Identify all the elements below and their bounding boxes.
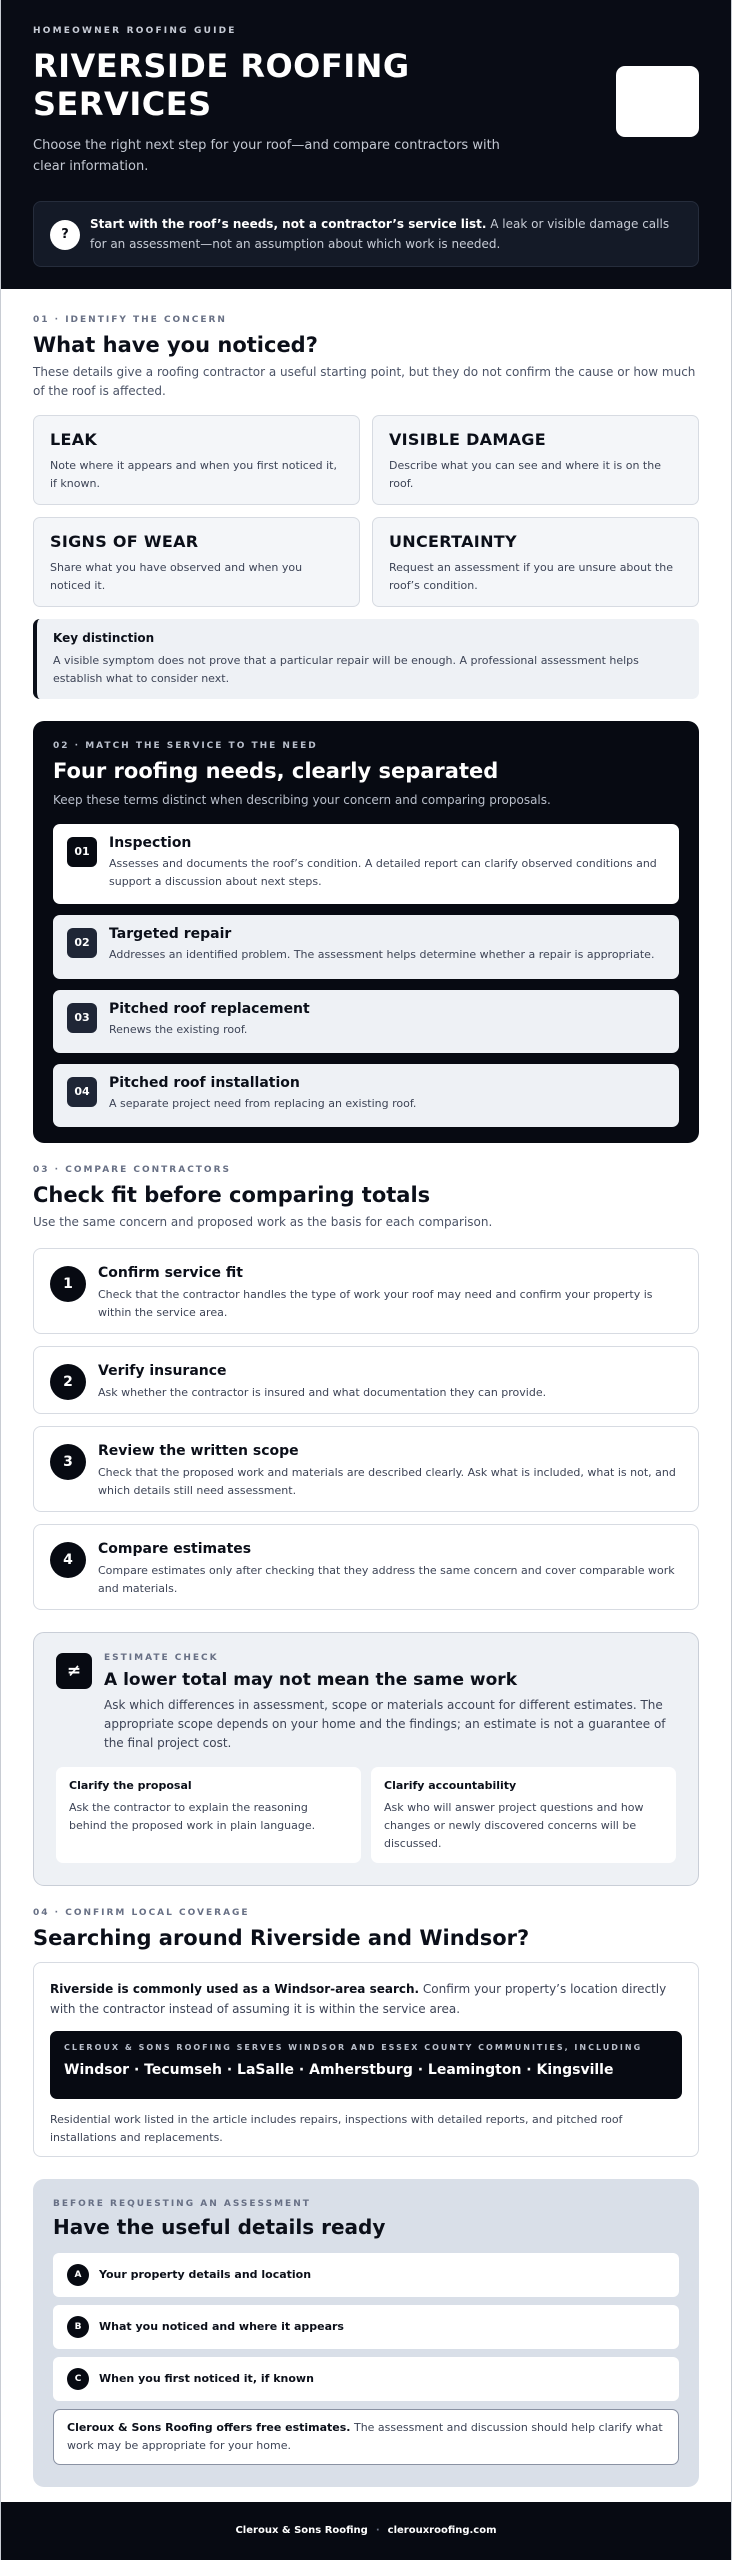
ready-item bbox=[53, 2305, 679, 2349]
ready-item-text: What you noticed and where it appears bbox=[99, 2320, 344, 2333]
footer-separator: · bbox=[375, 2525, 380, 2536]
need-title: Inspection bbox=[109, 835, 192, 851]
step-text: Ask whether the contractor is insured and what documentation they can provide. bbox=[98, 1386, 547, 1399]
free-estimates-note bbox=[53, 2409, 679, 2465]
step-title: Verify insurance bbox=[98, 1363, 227, 1379]
need-text: Addresses an identified problem. The assessment helps determine whether a repair is appropriate. bbox=[109, 948, 655, 961]
concern-card-signs-of-wear bbox=[33, 517, 360, 607]
need-number: 01 bbox=[67, 837, 97, 867]
concern-card-title: SIGNS OF WEAR bbox=[50, 532, 199, 551]
step-title: Compare estimates bbox=[98, 1541, 252, 1557]
hero-subtitle: Choose the right next step for your roof—and compare contractors with clear information. bbox=[33, 138, 500, 174]
need-text: A separate project need from replacing an existing roof. bbox=[109, 1097, 417, 1110]
estimate-card-text: Ask the contractor to explain the reasoning behind the proposed work in plain language. bbox=[69, 1801, 316, 1832]
need-number: 04 bbox=[67, 1077, 97, 1107]
concern-grid bbox=[33, 415, 699, 607]
need-item-replacement bbox=[53, 990, 679, 1053]
footer bbox=[1, 2502, 731, 2560]
step-text: Check that the contractor handles the type of work your roof may need and confirm your property is within the service area. bbox=[98, 1288, 653, 1319]
estimate-card-text: Ask who will answer project questions and how changes or newly discovered concerns will be discussed. bbox=[384, 1801, 644, 1850]
logo-placeholder bbox=[616, 66, 699, 137]
ready-item-badge: C bbox=[67, 2368, 89, 2390]
concern-card-title: VISIBLE DAMAGE bbox=[389, 430, 546, 449]
coverage-eyebrow: 04 · CONFIRM LOCAL COVERAGE bbox=[33, 1908, 250, 1918]
step-title: Review the written scope bbox=[98, 1443, 299, 1459]
ready-title: Have the useful details ready bbox=[53, 2215, 386, 2239]
hero-note-text: A leak or visible damage calls for an assessment—not an assumption about which work is needed. bbox=[90, 217, 670, 251]
need-text: Renews the existing roof. bbox=[109, 1023, 248, 1036]
ready-item bbox=[53, 2253, 679, 2297]
need-item-targeted-repair bbox=[53, 915, 679, 979]
need-number: 03 bbox=[67, 1003, 97, 1033]
footer-site-link[interactable]: clerouxroofing.com bbox=[387, 2525, 497, 2536]
hero-note-bold: Start with the roof’s needs, not a contractor’s service list. bbox=[90, 217, 487, 231]
concern-card-text: Share what you have observed and when you noticed it. bbox=[50, 561, 303, 592]
need-number: 02 bbox=[67, 928, 97, 958]
need-title: Pitched roof installation bbox=[109, 1075, 300, 1091]
concern-card-title: UNCERTAINTY bbox=[389, 532, 517, 551]
question-icon: ? bbox=[50, 220, 80, 250]
step-number: 3 bbox=[50, 1444, 86, 1480]
step-number: 2 bbox=[50, 1364, 86, 1400]
compare-section bbox=[1, 1143, 731, 1610]
hero-eyebrow: HOMEOWNER ROOFING GUIDE bbox=[33, 26, 237, 36]
ready-note-bold: Cleroux & Sons Roofing offers free estimates. bbox=[67, 2421, 351, 2434]
hero bbox=[1, 0, 731, 289]
need-item-inspection bbox=[53, 824, 679, 904]
not-equal-icon: ≠ bbox=[56, 1653, 92, 1689]
concern-card-leak bbox=[33, 415, 360, 505]
key-distinction-callout bbox=[33, 619, 699, 699]
step-verify-insurance bbox=[33, 1346, 699, 1414]
coverage-title: Searching around Riverside and Windsor? bbox=[33, 1926, 530, 1950]
service-area-box bbox=[50, 2031, 682, 2099]
coverage-lead bbox=[50, 1979, 682, 2019]
concern-card-visible-damage bbox=[372, 415, 699, 505]
ready-note-text: The assessment and discussion should help clarify what work may be appropriate for your home. bbox=[67, 2421, 663, 2452]
estimate-cards bbox=[56, 1767, 676, 1863]
need-title: Pitched roof replacement bbox=[109, 1001, 310, 1017]
estimate-card-title: Clarify accountability bbox=[384, 1779, 517, 1792]
step-confirm-service-fit bbox=[33, 1248, 699, 1334]
needs-title: Four roofing needs, clearly separated bbox=[53, 759, 499, 783]
needs-subtitle: Keep these terms distinct when describing your concern and comparing proposals. bbox=[53, 793, 551, 807]
ready-item-text: When you first noticed it, if known bbox=[99, 2372, 314, 2385]
concern-subtitle: These details give a roofing contractor a useful starting point, but they do not confirm the cause or how much of the roof is affected. bbox=[33, 365, 696, 398]
compare-title: Check fit before comparing totals bbox=[33, 1183, 431, 1207]
footer-company: Cleroux & Sons Roofing bbox=[235, 2525, 368, 2536]
page-title: RIVERSIDE ROOFING SERVICES bbox=[33, 47, 410, 123]
step-title: Confirm service fit bbox=[98, 1265, 243, 1281]
concern-card-title: LEAK bbox=[50, 430, 98, 449]
step-compare-estimates bbox=[33, 1524, 699, 1610]
estimate-card-title: Clarify the proposal bbox=[69, 1779, 192, 1792]
estimate-card-clarify-accountability bbox=[371, 1767, 676, 1863]
needs-section bbox=[33, 721, 699, 1143]
concern-card-uncertainty bbox=[372, 517, 699, 607]
step-number: 1 bbox=[50, 1266, 86, 1302]
concern-card-text: Request an assessment if you are unsure about the roof’s condition. bbox=[389, 561, 673, 592]
step-text: Compare estimates only after checking that they address the same concern and cover comparable work and materials. bbox=[98, 1564, 675, 1595]
estimate-eyebrow: ESTIMATE CHECK bbox=[104, 1653, 219, 1663]
callout-title: Key distinction bbox=[53, 631, 155, 645]
coverage-lead-bold: Riverside is commonly used as a Windsor-area search. bbox=[50, 1982, 420, 1996]
step-review-scope bbox=[33, 1426, 699, 1512]
step-text: Check that the proposed work and materials are described clearly. Ask what is included, what is not, and which details still need assessment. bbox=[98, 1466, 676, 1497]
coverage-lead-text: Confirm your property’s location directly with the contractor instead of assuming it is within the service area. bbox=[50, 1982, 667, 2016]
need-title: Targeted repair bbox=[109, 926, 232, 942]
ready-item bbox=[53, 2357, 679, 2401]
compare-subtitle: Use the same concern and proposed work as the basis for each comparison. bbox=[33, 1215, 493, 1229]
service-area-towns: Windsor · Tecumseh · LaSalle · Amherstburg · Leamington · Kingsville bbox=[64, 2062, 614, 2078]
estimate-check-panel bbox=[33, 1632, 699, 1886]
ready-section bbox=[33, 2179, 699, 2487]
service-area-eyebrow: CLEROUX & SONS ROOFING SERVES WINDSOR AND ESSEX COUNTY COMMUNITIES, INCLUDING bbox=[64, 2043, 643, 2052]
hero-note bbox=[33, 201, 699, 267]
coverage-footnote: Residential work listed in the article includes repairs, inspections with detailed reports, and pitched roof installations and replacements. bbox=[50, 2113, 623, 2144]
ready-eyebrow: BEFORE REQUESTING AN ASSESSMENT bbox=[53, 2199, 311, 2209]
step-number: 4 bbox=[50, 1542, 86, 1578]
concern-card-text: Note where it appears and when you first noticed it, if known. bbox=[50, 459, 337, 490]
needs-eyebrow: 02 · MATCH THE SERVICE TO THE NEED bbox=[53, 741, 318, 751]
coverage-section bbox=[1, 1886, 731, 2157]
estimate-text: Ask which differences in assessment, scope or materials account for different estimates. The appropriate scope depends on your home and the findings; an estimate is not a guarantee of the final project cost. bbox=[104, 1698, 666, 1750]
ready-item-badge: A bbox=[67, 2264, 89, 2286]
concern-eyebrow: 01 · IDENTIFY THE CONCERN bbox=[33, 315, 227, 325]
compare-eyebrow: 03 · COMPARE CONTRACTORS bbox=[33, 1165, 231, 1175]
ready-item-text: Your property details and location bbox=[99, 2268, 312, 2281]
ready-item-badge: B bbox=[67, 2316, 89, 2338]
concern-section bbox=[1, 289, 731, 699]
concern-title: What have you noticed? bbox=[33, 333, 318, 357]
estimate-title: A lower total may not mean the same work bbox=[104, 1670, 517, 1690]
coverage-card bbox=[33, 1962, 699, 2157]
concern-card-text: Describe what you can see and where it is on the roof. bbox=[389, 459, 661, 490]
estimate-card-clarify-proposal bbox=[56, 1767, 361, 1863]
need-text: Assesses and documents the roof’s condition. A detailed report can clarify observed conditions and support a discussion about next steps. bbox=[109, 857, 657, 888]
callout-text: A visible symptom does not prove that a particular repair will be enough. A professional assessment helps establish what to consider next. bbox=[53, 654, 639, 685]
need-item-installation bbox=[53, 1064, 679, 1127]
